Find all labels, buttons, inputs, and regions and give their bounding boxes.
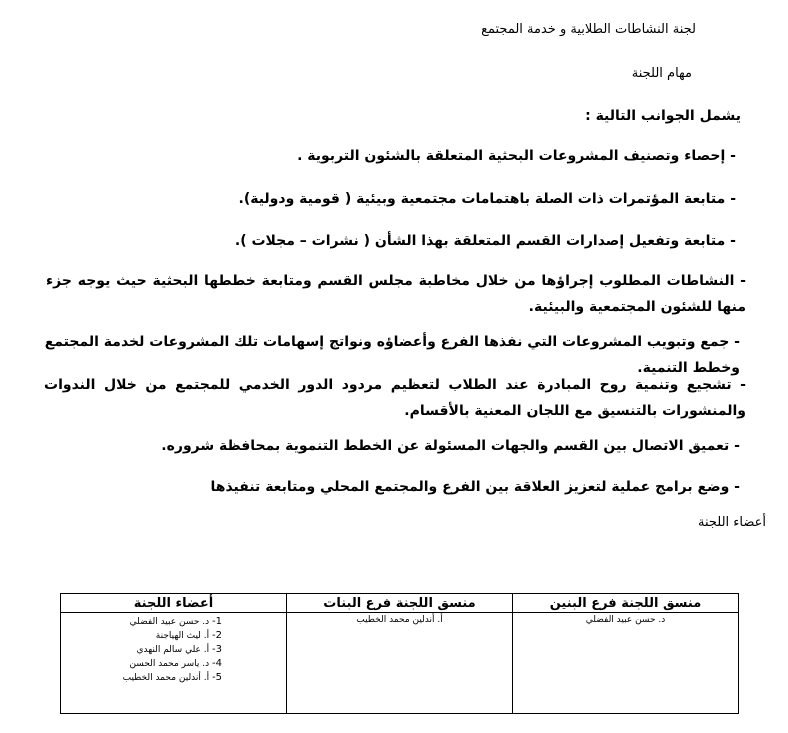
task-item-2: - متابعة المؤتمرات ذات الصلة باهتمامات مجتمعية وبيئية ( قومية ودولية). bbox=[238, 191, 736, 207]
member-number: 1- bbox=[212, 616, 222, 627]
table-header-row bbox=[61, 594, 739, 613]
task-item-8: - وضع برامج عملية لتعزيز العلاقة بين الفرع والمجتمع المحلي ومتابعة تنفيذها bbox=[210, 479, 740, 495]
members-cell bbox=[61, 613, 287, 714]
task-item-7: - تعميق الاتصال بين القسم والجهات المسئولة عن الخطط التنموية بمحافظة شروره. bbox=[161, 438, 740, 454]
member-number: 3- bbox=[212, 644, 222, 655]
boys-coordinator-cell bbox=[513, 613, 739, 714]
member-name: د. ياسر محمد الحسن bbox=[129, 659, 210, 669]
list-item bbox=[65, 657, 222, 671]
committee-title: لجنة النشاطات الطلابية و خدمة المجتمع bbox=[481, 22, 696, 37]
list-item bbox=[65, 629, 222, 643]
boys-coordinator-name: د. حسن عبيد الفضلي bbox=[585, 615, 666, 625]
list-item bbox=[65, 615, 222, 629]
committee-table bbox=[60, 593, 739, 714]
header-members: أعضاء اللجنة bbox=[61, 594, 287, 613]
member-name: أ. علي سالم النهدي bbox=[136, 645, 210, 655]
girls-coordinator-name: أ. أندلين محمد الخطيب bbox=[356, 615, 443, 625]
members-heading: أعضاء اللجنة bbox=[697, 515, 766, 530]
list-item bbox=[65, 643, 222, 657]
list-item bbox=[65, 671, 222, 685]
task-item-4: - النشاطات المطلوب إجراؤها من خلال مخاطبة مجلس القسم ومتابعة خططها البحثية حيث يوجه جزء منها للشئون المجتمعية والبيئية. bbox=[46, 273, 746, 315]
member-number: 4- bbox=[212, 658, 222, 669]
intro-text: يشمل الجوانب التالية : bbox=[585, 108, 741, 124]
task-item-5: - جمع وتبويب المشروعات التي نفذها الفرع وأعضاؤه ونواتج إسهامات تلك المشروعات لخدمة المجتمع وخطط التنمية. bbox=[44, 334, 740, 376]
task-item-6: - تشجيع وتنمية روح المبادرة عند الطلاب لتعظيم مردود الدور الخدمي للمجتمع من خلال الندوات والمنشورات بالتنسيق مع اللجان المعنية بالأقسام. bbox=[44, 377, 746, 419]
girls-coordinator-cell bbox=[287, 613, 513, 714]
section-subtitle: مهام اللجنة bbox=[631, 66, 692, 81]
member-number: 5- bbox=[212, 672, 222, 683]
header-girls-coordinator: منسق اللجنة فرع البنات bbox=[287, 594, 513, 613]
member-name: أ. ليث الهياجنة bbox=[155, 631, 210, 641]
task-item-3: - متابعة وتفعيل إصدارات القسم المتعلقة بهذا الشأن ( نشرات – مجلات ). bbox=[234, 233, 736, 249]
header-boys-coordinator: منسق اللجنة فرع البنين bbox=[513, 594, 739, 613]
member-number: 2- bbox=[212, 630, 222, 641]
member-name: أ. أندلين محمد الخطيب bbox=[122, 673, 210, 683]
task-item-1: - إحصاء وتصنيف المشروعات البحثية المتعلقة بالشئون التربوية . bbox=[297, 148, 736, 164]
member-name: د. حسن عبيد الفضلي bbox=[129, 617, 210, 627]
table-row bbox=[61, 613, 739, 714]
members-list bbox=[65, 615, 282, 685]
